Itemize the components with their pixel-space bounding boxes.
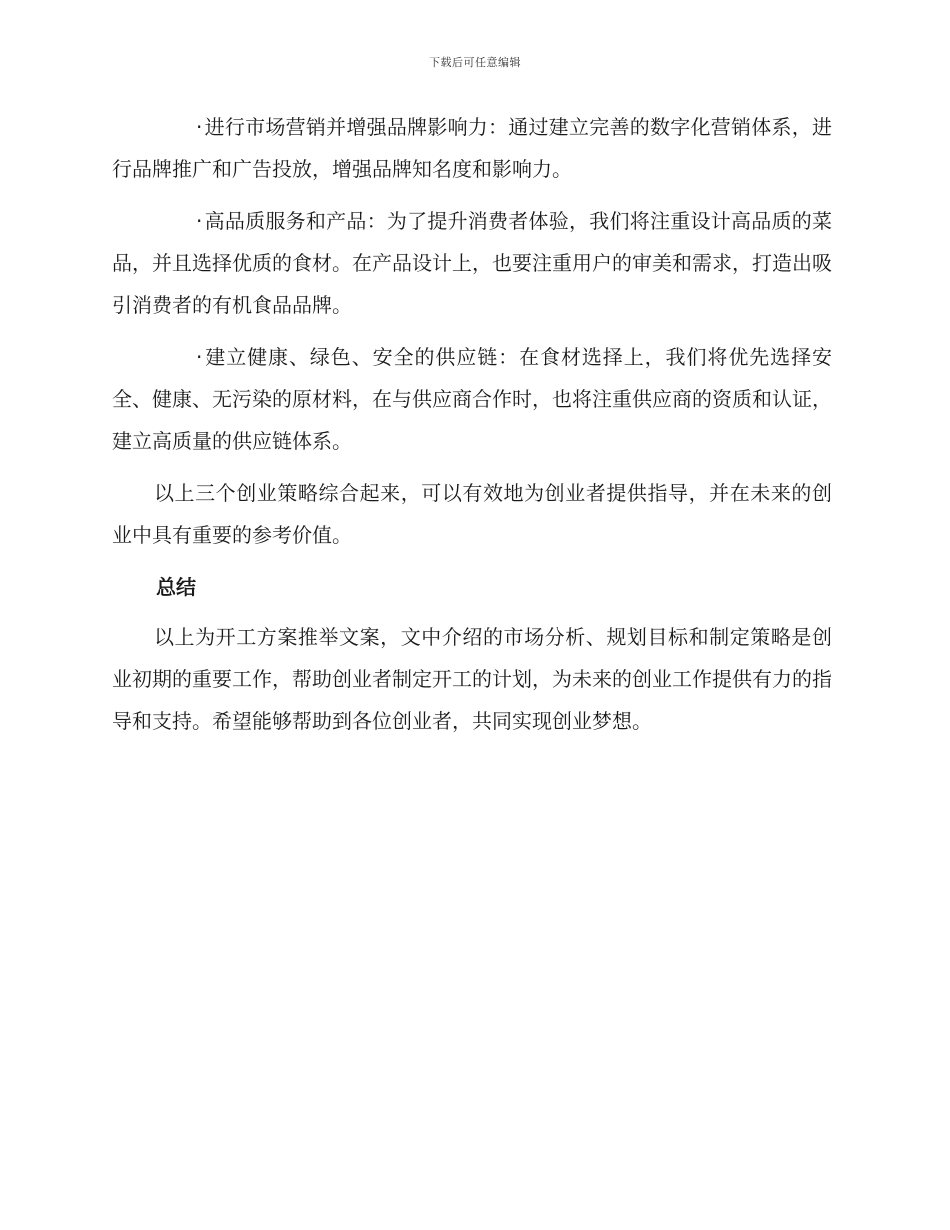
bullet-paragraph-marketing (112, 106, 832, 190)
section-heading-conclusion: 总结 (156, 575, 196, 599)
bullet-marker: · (196, 209, 203, 233)
page-header-note: 下载后可任意编辑 (429, 56, 521, 69)
summary-paragraph: 以上三个创业策略综合起来，可以有效地为创业者提供指导，并在未来的创业中具有重要的参考价值。 (112, 481, 832, 547)
bullet-text: 高品质服务和产品：为了提升消费者体验，我们将注重设计高品质的菜品，并且选择优质的食材。在产品设计上，也要注重用户的审美和需求，打造出吸引消费者的有机食品品牌。 (112, 209, 832, 317)
bullet-paragraph-supply-chain (112, 336, 832, 462)
bullet-paragraph-quality (112, 200, 832, 326)
document-content (112, 106, 832, 752)
bullet-marker: · (196, 115, 203, 139)
bullet-marker: · (196, 345, 203, 369)
bullet-text: 建立健康、绿色、安全的供应链：在食材选择上，我们将优先选择安全、健康、无污染的原材料，在与供应商合作时，也将注重供应商的资质和认证，建立高质量的供应链体系。 (112, 345, 832, 453)
conclusion-paragraph: 以上为开工方案推举文案，文中介绍的市场分析、规划目标和制定策略是创业初期的重要工作，帮助创业者制定开工的计划，为未来的创业工作提供有力的指导和支持。希望能够帮助到各位创业者，共同实现创业梦想。 (112, 625, 832, 733)
bullet-text: 进行市场营销并增强品牌影响力：通过建立完善的数字化营销体系，进行品牌推广和广告投放，增强品牌知名度和影响力。 (112, 115, 832, 181)
